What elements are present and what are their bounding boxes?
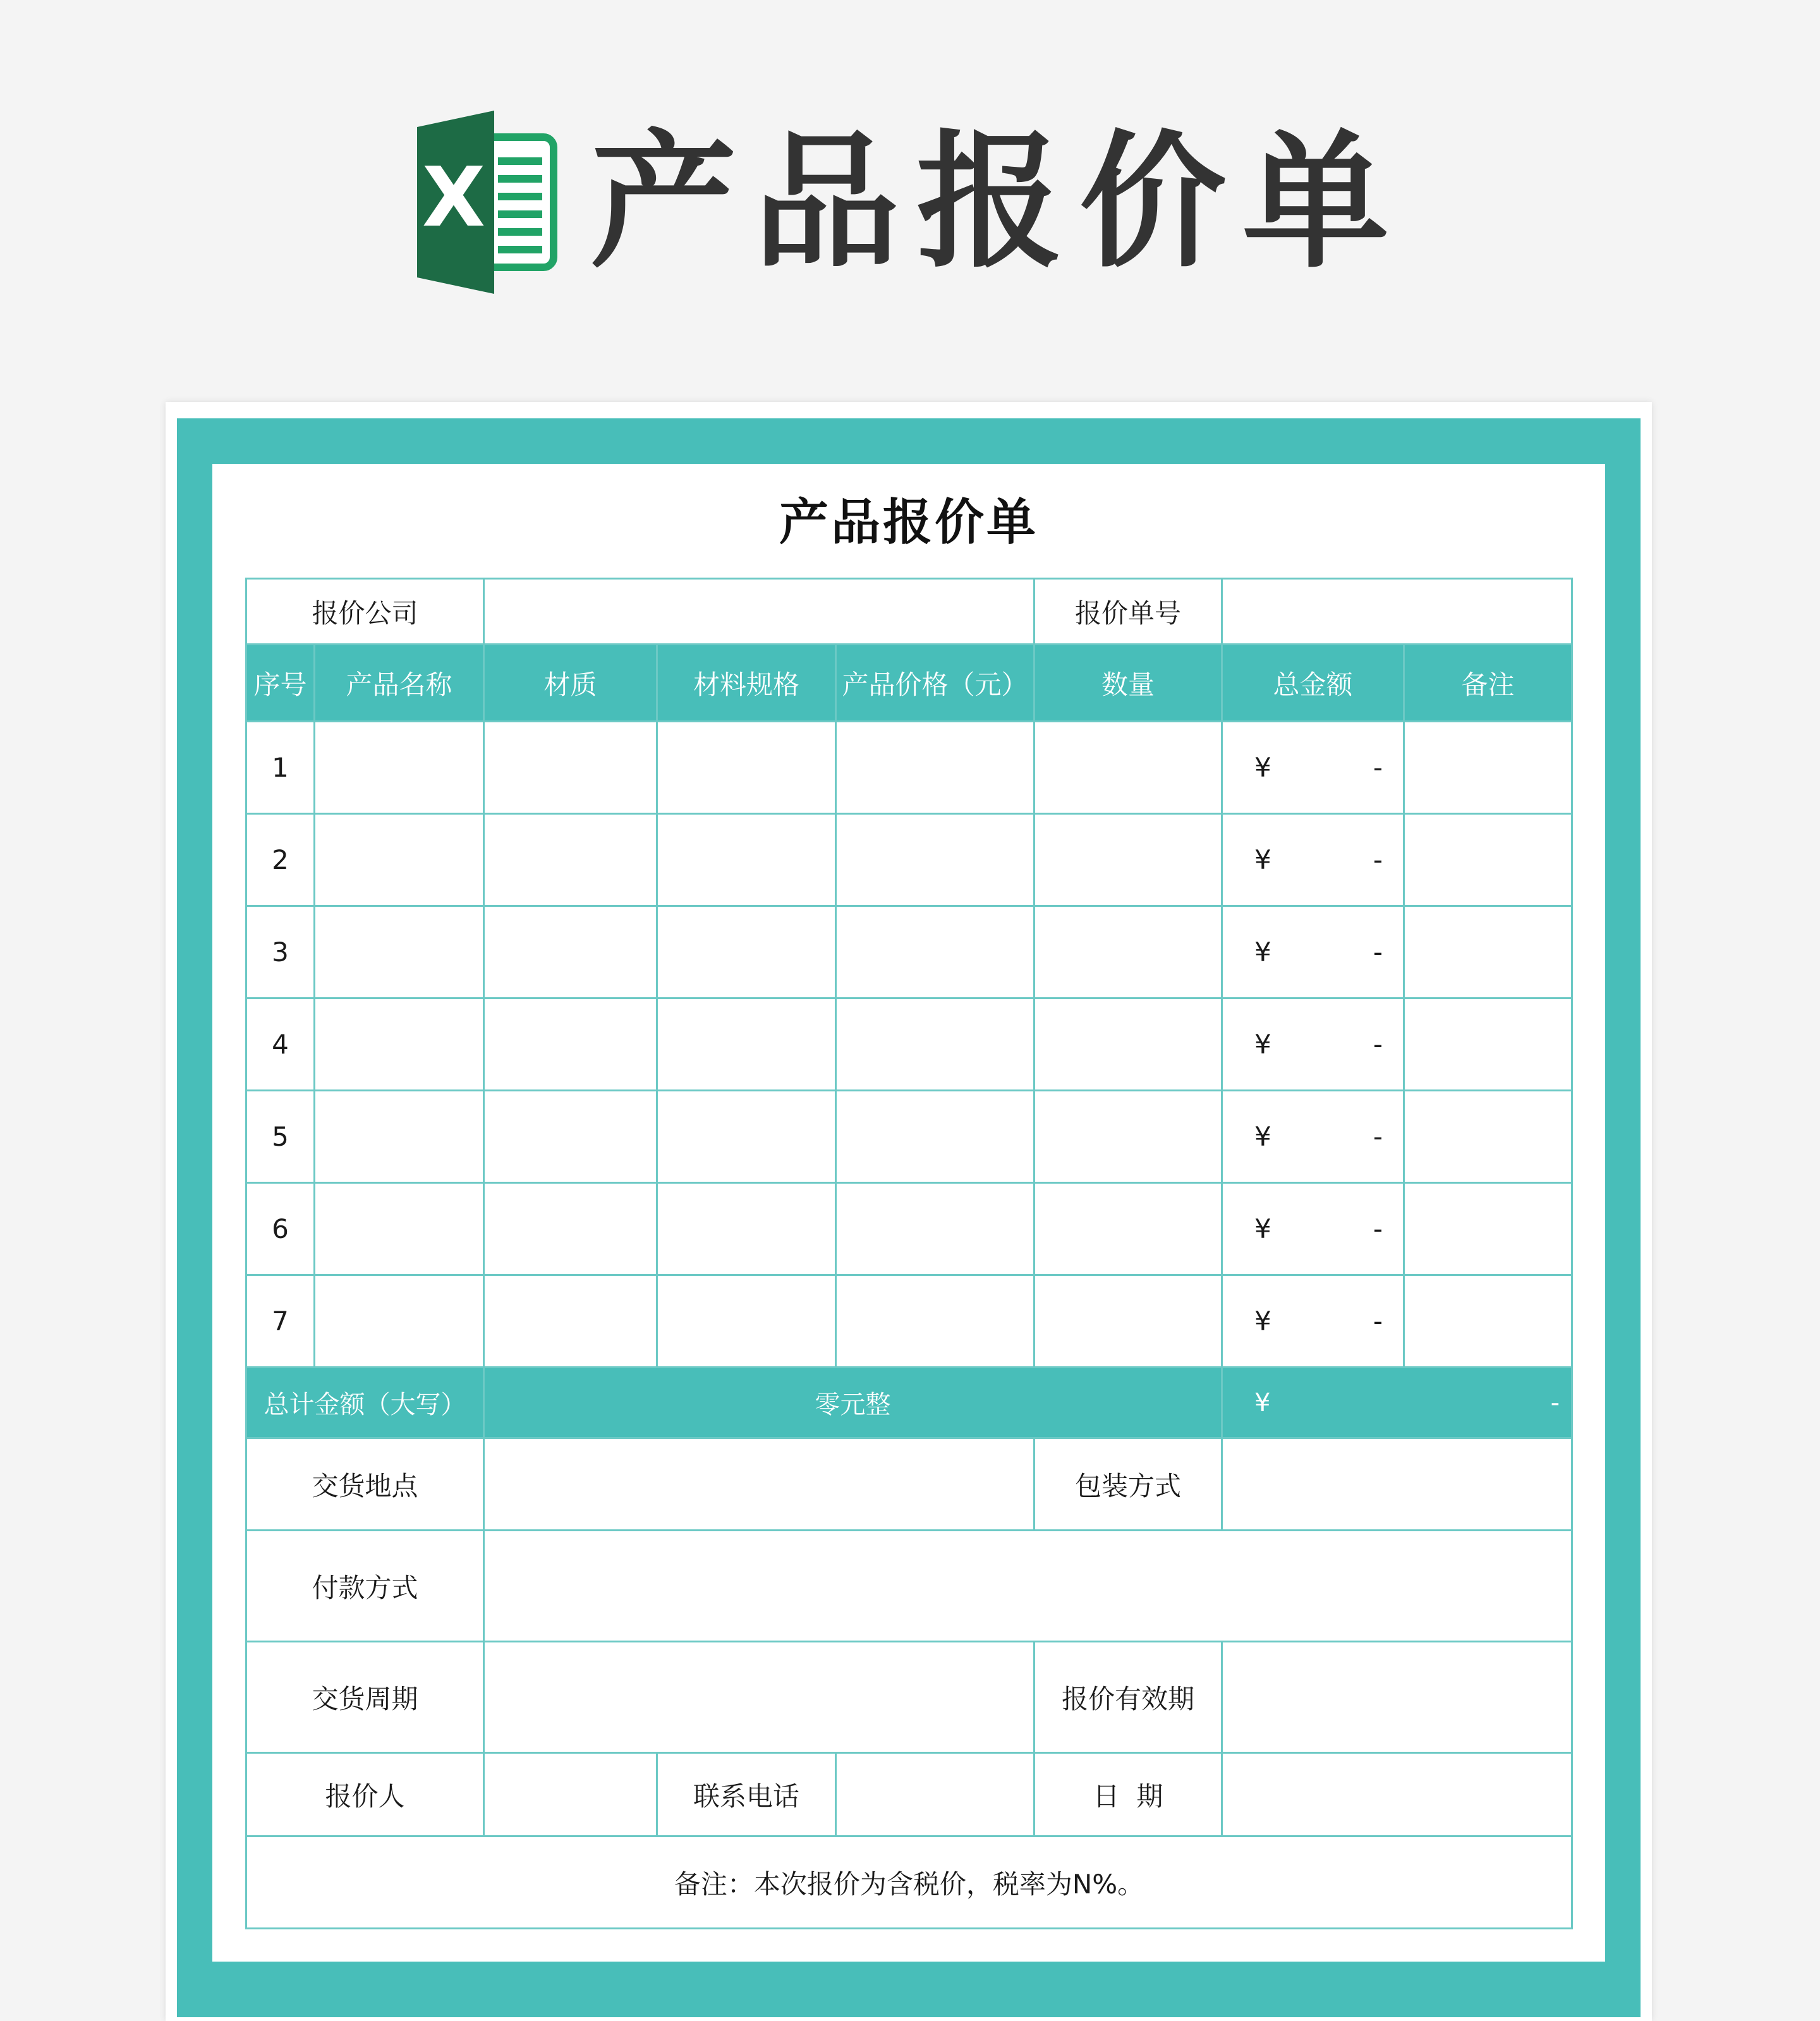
spec-cell[interactable] [657,1183,836,1275]
note-text[interactable]: 备注：本次报价为含税价，税率为N%。 [246,1836,1572,1929]
delivery-period-label: 交货周期 [246,1642,484,1753]
currency-symbol: ¥ [1254,1213,1271,1244]
price-cell[interactable] [836,1275,1034,1368]
row-number: 2 [246,814,315,906]
row-number: 5 [246,1091,315,1183]
header-no: 序号 [246,645,315,722]
price-cell[interactable] [836,722,1034,814]
sheet-body [212,464,1605,1962]
header-qty: 数量 [1034,645,1222,722]
delivery-row [246,1438,1572,1531]
price-cell[interactable] [836,998,1034,1091]
remark-cell[interactable] [1404,1091,1572,1183]
qty-cell[interactable] [1034,998,1222,1091]
header-row [246,645,1572,722]
table-row [246,998,1572,1091]
amount-value: - [1373,844,1383,875]
phone-field[interactable] [836,1753,1034,1836]
qty-cell[interactable] [1034,1275,1222,1368]
material-cell[interactable] [484,1183,657,1275]
qty-cell[interactable] [1034,1091,1222,1183]
price-cell[interactable] [836,906,1034,998]
product-name-cell[interactable] [315,1091,484,1183]
remark-cell[interactable] [1404,722,1572,814]
payment-row [246,1531,1572,1642]
row-number: 3 [246,906,315,998]
total-uppercase: 零元整 [484,1368,1222,1438]
row-number: 7 [246,1275,315,1368]
material-cell[interactable] [484,906,657,998]
remark-cell[interactable] [1404,814,1572,906]
quoter-field[interactable] [484,1753,657,1836]
material-cell[interactable] [484,1091,657,1183]
amount-cell[interactable] [1222,998,1404,1091]
amount-value: - [1373,752,1383,783]
amount-cell[interactable] [1222,1183,1404,1275]
remark-cell[interactable] [1404,1275,1572,1368]
product-name-cell[interactable] [315,722,484,814]
payment-label: 付款方式 [246,1531,484,1642]
amount-value: - [1373,937,1383,968]
header-material: 材质 [484,645,657,722]
delivery-period-field[interactable] [484,1642,1034,1753]
spec-cell[interactable] [657,906,836,998]
currency-symbol: ¥ [1254,1306,1271,1337]
amount-cell[interactable] [1222,814,1404,906]
quote-sheet [166,402,1652,2021]
sheet-frame [177,418,1641,2017]
currency-symbol: ¥ [1254,937,1271,968]
spec-cell[interactable] [657,998,836,1091]
currency-symbol: ¥ [1254,1029,1271,1060]
amount-cell[interactable] [1222,1275,1404,1368]
currency-symbol: ¥ [1254,752,1271,783]
table-row [246,1183,1572,1275]
table-row [246,906,1572,998]
amount-cell[interactable] [1222,1091,1404,1183]
remark-cell[interactable] [1404,906,1572,998]
currency-symbol: ¥ [1254,844,1271,875]
quote-number-label: 报价单号 [1034,579,1222,645]
table-row [246,722,1572,814]
total-amount [1222,1368,1572,1438]
qty-cell[interactable] [1034,906,1222,998]
product-name-cell[interactable] [315,906,484,998]
quote-number-field[interactable] [1222,579,1572,645]
qty-cell[interactable] [1034,1183,1222,1275]
amount-value: - [1373,1306,1383,1337]
header-amount: 总金额 [1222,645,1404,722]
table-row [246,1091,1572,1183]
total-row [246,1368,1572,1438]
amount-cell[interactable] [1222,906,1404,998]
date-field[interactable] [1222,1753,1572,1836]
product-name-cell[interactable] [315,998,484,1091]
amount-value: - [1373,1121,1383,1152]
header-price: 产品价格（元） [836,645,1034,722]
row-number: 4 [246,998,315,1091]
contact-row [246,1753,1572,1836]
product-name-cell[interactable] [315,1275,484,1368]
header-remark: 备注 [1404,645,1572,722]
price-cell[interactable] [836,814,1034,906]
price-cell[interactable] [836,1091,1034,1183]
banner [0,107,1820,297]
payment-field[interactable] [484,1531,1572,1642]
delivery-place-label: 交货地点 [246,1438,484,1531]
document-title: 产品报价单 [779,494,1038,551]
remark-cell[interactable] [1404,1183,1572,1275]
validity-label: 报价有效期 [1034,1642,1222,1753]
amount-value: - [1373,1213,1383,1244]
row-number: 6 [246,1183,315,1275]
banner-title: 产品报价单 [590,117,1405,288]
excel-icon-letter: X [422,149,486,245]
amount-cell[interactable] [1222,722,1404,814]
qty-cell[interactable] [1034,814,1222,906]
spec-cell[interactable] [657,1091,836,1183]
row-number: 1 [246,722,315,814]
spec-cell[interactable] [657,722,836,814]
currency-symbol: ¥ [1254,1121,1271,1152]
validity-field[interactable] [1222,1642,1572,1753]
info-row [246,579,1572,645]
excel-icon [415,111,559,294]
product-name-cell[interactable] [315,814,484,906]
material-cell[interactable] [484,998,657,1091]
spec-cell[interactable] [657,814,836,906]
total-currency-symbol: ¥ [1254,1388,1271,1417]
table-row [246,1275,1572,1368]
product-name-cell[interactable] [315,1183,484,1275]
material-cell[interactable] [484,722,657,814]
company-label: 报价公司 [246,579,484,645]
table-row [246,814,1572,906]
total-amount-value: - [1550,1388,1560,1417]
note-row [246,1836,1572,1929]
company-field[interactable] [484,579,1034,645]
header-spec: 材料规格 [657,645,836,722]
material-cell[interactable] [484,1275,657,1368]
packaging-field[interactable] [1222,1438,1572,1531]
total-label: 总计金额（大写） [246,1368,484,1438]
packaging-label: 包装方式 [1034,1438,1222,1531]
delivery-place-field[interactable] [484,1438,1034,1531]
material-cell[interactable] [484,814,657,906]
quote-table [245,578,1573,1929]
spec-cell[interactable] [657,1275,836,1368]
phone-label: 联系电话 [657,1753,836,1836]
header-name: 产品名称 [315,645,484,722]
qty-cell[interactable] [1034,722,1222,814]
remark-cell[interactable] [1404,998,1572,1091]
price-cell[interactable] [836,1183,1034,1275]
date-label: 日 期 [1034,1753,1222,1836]
quoter-label: 报价人 [246,1753,484,1836]
period-row [246,1642,1572,1753]
amount-value: - [1373,1029,1383,1060]
